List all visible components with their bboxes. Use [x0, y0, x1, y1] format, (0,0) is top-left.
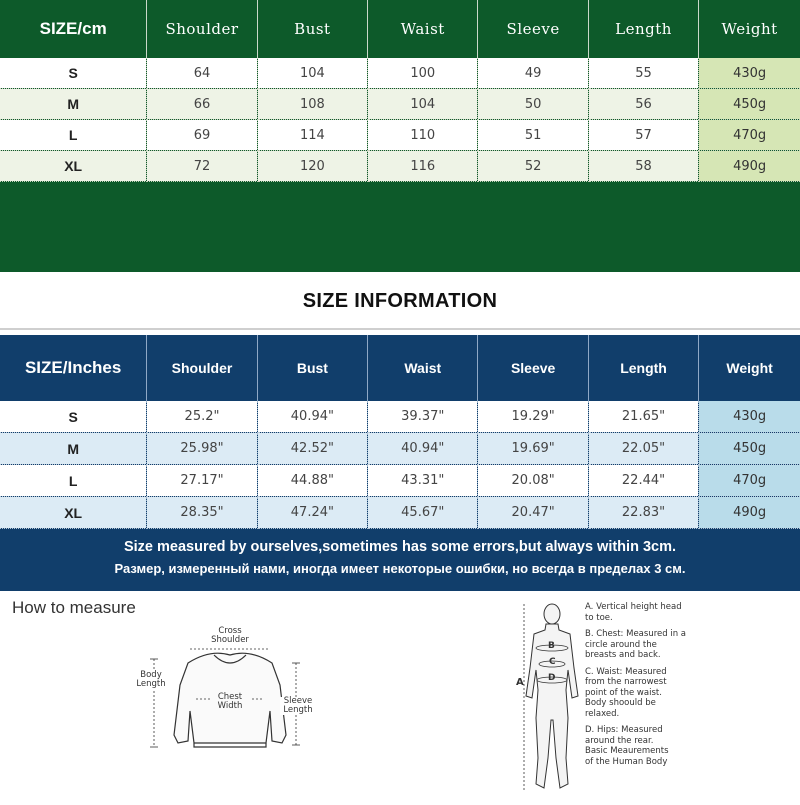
sleeve-cell: 19.29" [478, 401, 588, 433]
legend-line: B. Chest: Measured in a [585, 629, 686, 639]
legend-item-b [585, 629, 705, 661]
column-header-length: Length [588, 0, 698, 58]
marker-c: C [549, 657, 556, 667]
marker-a: A [516, 677, 524, 688]
note-russian: Размер, измеренный нами, иногда имеет некоторые ошибки, но всегда в пределах 3 см. [114, 561, 686, 576]
column-header-weight: Weight [699, 0, 800, 58]
legend-item-a [585, 602, 705, 623]
legend-line: Basic Meaurements [585, 746, 669, 756]
shoulder-cell: 25.2" [147, 401, 257, 433]
weight-cell: 450g [699, 89, 800, 120]
how-to-measure-title: How to measure [12, 598, 136, 617]
weight-cell: 470g [699, 465, 800, 497]
table-row [0, 89, 800, 120]
length-cell: 22.44" [588, 465, 698, 497]
label-line: Shoulder [211, 635, 249, 645]
column-header-size: SIZE/Inches [0, 335, 147, 401]
size-cell: M [0, 89, 147, 120]
size-cell: L [0, 120, 147, 151]
section-title: SIZE INFORMATION [302, 290, 498, 312]
table-header-row [0, 335, 800, 401]
label-line: Cross [218, 626, 242, 636]
table-header-row [0, 0, 800, 58]
human-body-icon [512, 598, 592, 800]
size-cell: S [0, 58, 147, 89]
length-cell: 21.65" [588, 401, 698, 433]
column-header-bust: Bust [257, 335, 367, 401]
shoulder-cell: 69 [147, 120, 257, 151]
legend-line: from the narrowest [585, 677, 667, 687]
length-cell: 22.05" [588, 433, 698, 465]
bust-cell: 120 [257, 151, 367, 182]
waist-cell: 104 [368, 89, 478, 120]
weight-cell: 430g [699, 401, 800, 433]
bust-cell: 44.88" [257, 465, 367, 497]
table-row [0, 465, 800, 497]
marker-b: B [548, 641, 555, 651]
bust-cell: 47.24" [257, 497, 367, 529]
waist-cell: 45.67" [368, 497, 478, 529]
waist-cell: 116 [368, 151, 478, 182]
shoulder-cell: 72 [147, 151, 257, 182]
shoulder-cell: 64 [147, 58, 257, 89]
table-row [0, 151, 800, 182]
size-cell: S [0, 401, 147, 433]
measurement-note [0, 533, 800, 589]
label-line: Sleeve [283, 696, 313, 706]
sleeve-length-label [280, 697, 316, 715]
column-header-waist: Waist [368, 335, 478, 401]
bust-cell: 114 [257, 120, 367, 151]
table-row [0, 497, 800, 529]
legend-item-c [585, 667, 705, 720]
cm-size-table [0, 0, 800, 182]
length-cell: 57 [588, 120, 698, 151]
legend-line: point of the waist. [585, 687, 662, 698]
weight-cell: 490g [699, 151, 800, 182]
length-cell: 56 [588, 89, 698, 120]
size-cell: L [0, 465, 147, 497]
table-row [0, 401, 800, 433]
table-row [0, 120, 800, 151]
legend-line: of the Human Body [585, 756, 668, 767]
label-line: Width [217, 701, 243, 711]
sleeve-cell: 19.69" [478, 433, 588, 465]
shoulder-cell: 66 [147, 89, 257, 120]
column-header-size: SIZE/cm [0, 0, 147, 58]
column-header-shoulder: Shoulder [147, 0, 257, 58]
note-english: Size measured by ourselves,sometimes has some errors,but always within 3cm. [123, 539, 677, 555]
legend-line: Body shoould be [585, 698, 656, 708]
body-diagram [512, 598, 592, 800]
legend-line: breasts and back. [585, 650, 661, 660]
weight-cell: 470g [699, 120, 800, 151]
sleeve-cell: 51 [478, 120, 588, 151]
size-cell: XL [0, 151, 147, 182]
body-length-label [134, 671, 168, 689]
weight-cell: 450g [699, 433, 800, 465]
waist-cell: 43.31" [368, 465, 478, 497]
legend-line: A. Vertical height head [585, 602, 682, 612]
waist-cell: 110 [368, 120, 478, 151]
sleeve-cell: 52 [478, 151, 588, 182]
shoulder-cell: 27.17" [147, 465, 257, 497]
legend-item-d [585, 725, 705, 767]
label-line: Body [140, 670, 162, 680]
sleeve-cell: 20.08" [478, 465, 588, 497]
length-cell: 58 [588, 151, 698, 182]
table-row [0, 58, 800, 89]
label-line: Length [136, 679, 166, 689]
column-header-waist: Waist [368, 0, 478, 58]
column-header-sleeve: Sleeve [478, 0, 588, 58]
legend-line: C. Waist: Measured [585, 666, 667, 677]
legend-line: relaxed. [585, 708, 620, 719]
size-cell: XL [0, 497, 147, 529]
label-line: Chest [217, 692, 243, 702]
weight-cell: 490g [699, 497, 800, 529]
bust-cell: 40.94" [257, 401, 367, 433]
weight-cell: 430g [699, 58, 800, 89]
label-line: Length [283, 705, 313, 715]
shoulder-cell: 25.98" [147, 433, 257, 465]
waist-cell: 40.94" [368, 433, 478, 465]
chest-width-label [210, 693, 250, 711]
marker-d: D [548, 673, 556, 683]
shoulder-cell: 28.35" [147, 497, 257, 529]
waist-cell: 100 [368, 58, 478, 89]
bust-cell: 108 [257, 89, 367, 120]
legend-line: D. Hips: Measured [585, 725, 663, 735]
column-header-bust: Bust [257, 0, 367, 58]
sleeve-cell: 50 [478, 89, 588, 120]
length-cell: 55 [588, 58, 698, 89]
length-cell: 22.83" [588, 497, 698, 529]
table-row [0, 433, 800, 465]
column-header-sleeve: Sleeve [478, 335, 588, 401]
bust-cell: 42.52" [257, 433, 367, 465]
waist-cell: 39.37" [368, 401, 478, 433]
sleeve-cell: 20.47" [478, 497, 588, 529]
inch-size-table [0, 335, 800, 529]
column-header-weight: Weight [699, 335, 800, 401]
cross-shoulder-label [210, 627, 250, 645]
column-header-length: Length [588, 335, 698, 401]
sleeve-cell: 49 [478, 58, 588, 89]
section-divider [0, 328, 800, 330]
legend-line: to toe. [585, 612, 613, 623]
bust-cell: 104 [257, 58, 367, 89]
legend-line: around the rear. [585, 735, 654, 746]
cm-size-panel [0, 0, 800, 272]
measure-legend [585, 602, 705, 773]
legend-line: circle around the [585, 639, 657, 650]
sweater-diagram [130, 615, 330, 800]
column-header-shoulder: Shoulder [147, 335, 257, 401]
size-cell: M [0, 433, 147, 465]
